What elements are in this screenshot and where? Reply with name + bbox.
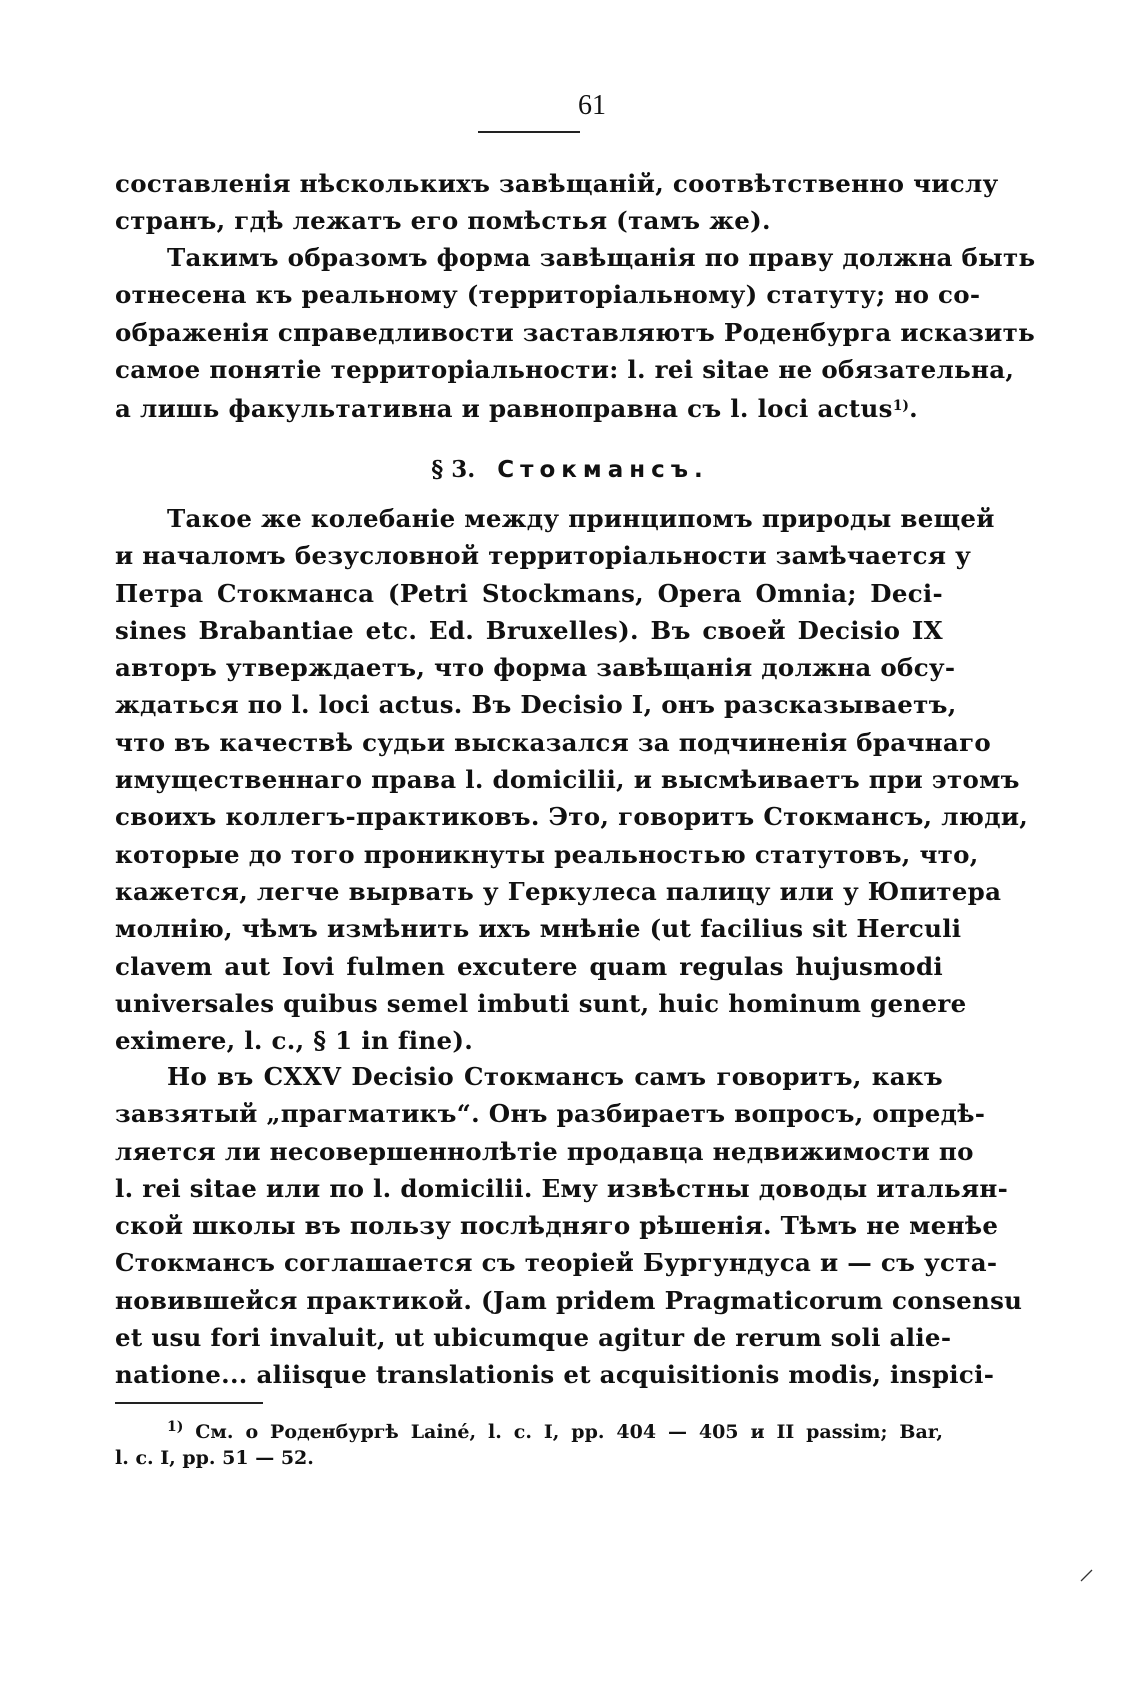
- text-line: clavem aut Iovi fulmen excutere quam regulas hujusmodi: [115, 951, 943, 981]
- text-line: авторъ утверждаетъ, что форма завѣщанія должна обсу-: [115, 653, 956, 683]
- paragraph-1: [115, 165, 999, 240]
- text-line: ображенія справедливости заставляютъ Роденбурга исказить: [115, 317, 1036, 347]
- text-line: universales quibus semel imbuti sunt, huic hominum genere: [115, 988, 967, 1018]
- text-line: l. rei sitae или по l. domicilii. Ему извѣстны доводы итальян-: [115, 1173, 1009, 1203]
- text-line: sines Brabantiae etc. Ed. Bruxelles). Въ своей Decisio IX: [115, 615, 943, 645]
- text-line: Такимъ образомъ форма завѣщанія по праву должна быть: [167, 243, 1036, 272]
- footnote-separator: [115, 1402, 263, 1404]
- text-line: молнію, чѣмъ измѣнить ихъ мнѣніе (ut facilius sit Herculi: [115, 914, 962, 944]
- paragraph-3: [115, 500, 1029, 1059]
- text-line: eximere, l. c., § 1 in fine).: [115, 1026, 474, 1056]
- text-line: завзятый „прагматикъ“. Онъ разбираетъ вопросъ, опредѣ-: [115, 1099, 986, 1129]
- text-line: Но въ CXXV Decisio Стокмансъ самъ говоритъ, какъ: [167, 1062, 943, 1091]
- footnote-line: [115, 1412, 943, 1443]
- footnote-reference: 1): [892, 398, 910, 415]
- footnote: [115, 1412, 943, 1474]
- stray-pen-mark-icon: [1080, 1568, 1094, 1582]
- text-line: своихъ коллегъ-практиковъ. Это, говоритъ Стокмансъ, люди,: [115, 802, 1029, 832]
- text-line: что въ качествѣ судьи высказался за подчиненія брачнаго: [115, 727, 992, 757]
- paragraph-2: [115, 239, 1036, 425]
- text-line: самое понятіе территоріальности: l. rei sitae не обязательна,: [115, 354, 1015, 384]
- text-line: Петра Стокманса (Petri Stockmans, Opera Omnia; Deci-: [115, 578, 943, 608]
- text-line: которые до того проникнуты реальностью статутовъ, что,: [115, 839, 979, 869]
- text-line-ending: .: [909, 394, 918, 424]
- paragraph-4: [115, 1058, 1023, 1394]
- text-line-with-footnote-ref: [115, 388, 943, 425]
- text-line: новившейся практикой. (Jam pridem Pragmaticorum consensu: [115, 1285, 1023, 1315]
- text-line: имущественнаго права l. domicilii, и высмѣиваетъ при этомъ: [115, 765, 1020, 795]
- section-heading: [0, 450, 1140, 490]
- page-number-container: [0, 90, 1140, 122]
- text-line: составленія нѣсколькихъ завѣщаній, соотвѣтственно числу: [115, 169, 999, 198]
- text-line: ляется ли несовершеннолѣтіе продавца недвижимости по: [115, 1136, 974, 1166]
- page-number: 61: [578, 90, 606, 121]
- text-line: и началомъ безусловной территоріальности замѣчается у: [115, 541, 972, 571]
- footnote-marker: 1): [167, 1419, 184, 1435]
- text-line: natione... aliisque translationis et acquisitionis modis, inspici-: [115, 1360, 995, 1390]
- page-number-rule: [478, 131, 580, 133]
- text-line: ждаться по l. loci actus. Въ Decisio I, онъ разсказываетъ,: [115, 690, 957, 720]
- text-line: кажется, легче вырвать у Геркулеса палицу или у Юпитера: [115, 876, 1002, 906]
- text-line: Такое же колебаніе между принципомъ природы вещей: [167, 504, 995, 533]
- footnote-line: l. c. I, pp. 51 — 52.: [115, 1447, 314, 1469]
- text-line: et usu fori invaluit, ut ubicumque agitur de rerum soli alie-: [115, 1323, 952, 1353]
- text-line-content: а лишь факультативна и равноправна съ l. loci actus: [115, 394, 893, 424]
- section-sign: § 3.: [431, 456, 476, 483]
- text-line: Стокмансъ соглашается съ теоріей Бургундуса и — съ уста-: [115, 1248, 998, 1278]
- footnote-text: См. о Роденбургѣ Lainé, l. c. I, pp. 404 — 405 и II passim; Bar,: [195, 1421, 943, 1443]
- text-line: странъ, гдѣ лежатъ его помѣстья (тамъ же).: [115, 206, 771, 236]
- text-line: отнесена къ реальному (территоріальному) статуту; но со-: [115, 280, 981, 310]
- section-title: Стокмансъ.: [497, 457, 709, 483]
- text-line: ской школы въ пользу послѣдняго рѣшенія. Тѣмъ не менѣе: [115, 1211, 999, 1241]
